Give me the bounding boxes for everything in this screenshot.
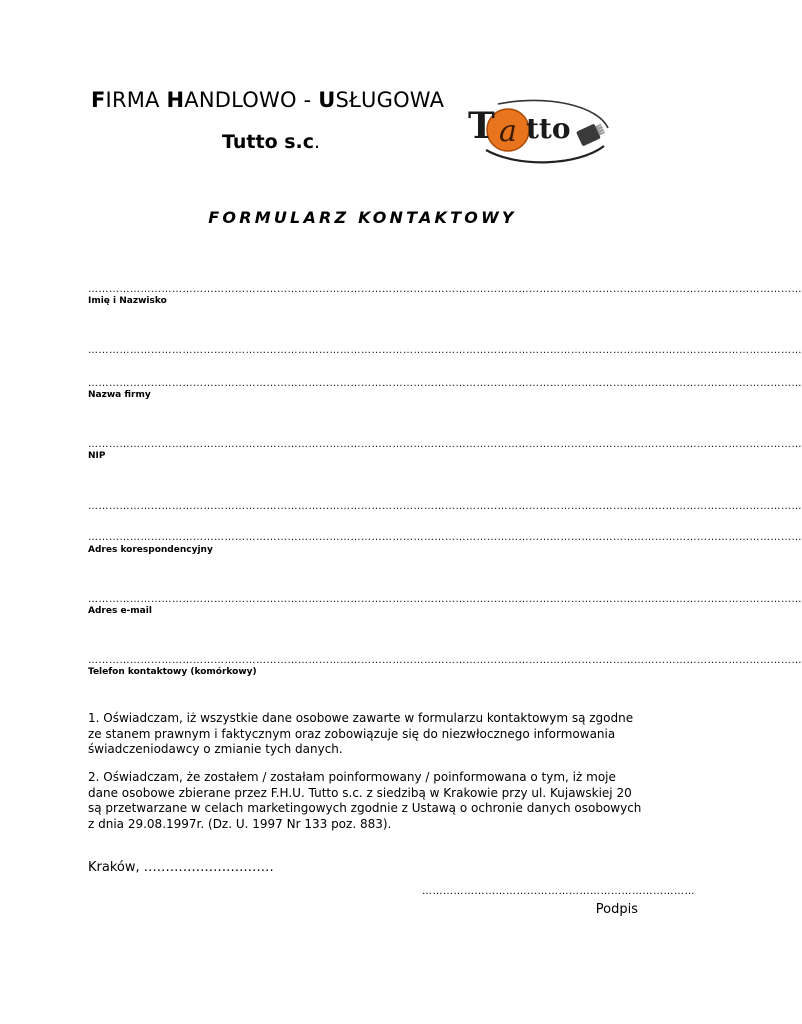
company-name-text: Tutto s.c	[222, 131, 315, 153]
address-input-line[interactable]: ……………………………………………………………………………………………………………………………………………………………………………………	[88, 532, 802, 543]
company-word-slugowa: SŁUGOWA	[335, 88, 445, 112]
address-label: Adres korespondencyjny	[88, 545, 213, 555]
nip-label: NIP	[88, 451, 106, 461]
city-date-line[interactable]: Kraków, …………………………	[88, 860, 274, 875]
email-label: Adres e-mail	[88, 606, 152, 616]
declaration-1: 1. Oświadczam, iż wszystkie dane osobowe zawarte w formularzu kontaktowym są zgodne ze stanem prawnym i faktycznym oraz zobowiązuje się do niezwłocznego informowania świadczeniodawcy o zmianie tych danych.	[88, 711, 634, 756]
declaration-2: 2. Oświadczam, że zostałem / zostałam poinformowany / poinformowana o tym, iż moje dane osobowe zbierane przez F.H.U. Tutto s.c. z siedzibą w Krakowie przy ul. Kujawskiej 20 są przetwarzane w celach marketingowych zgodnie z Ustawą o ochronie danych osobowych z dnia 29.08.1997r. (Dz. U. 1997 Nr 133 poz. 883).	[88, 770, 642, 831]
company-word-andlowo: ANDLOWO -	[184, 88, 319, 112]
email-input-line[interactable]: ……………………………………………………………………………………………………………………………………………………………………………………	[88, 594, 802, 605]
svg-text:a: a	[499, 114, 517, 149]
nip-input-line[interactable]: ……………………………………………………………………………………………………………………………………………………………………………………	[88, 439, 802, 450]
signature-line[interactable]: ……………………………………………………………………	[422, 886, 695, 897]
company-initial-h: H	[166, 88, 185, 112]
tutto-logo	[458, 88, 618, 176]
name-label: Imię i Nazwisko	[88, 296, 167, 306]
form-title: FORMULARZ KONTAKTOWY	[208, 208, 517, 227]
name-extra-line[interactable]: ……………………………………………………………………………………………………………………………………………………………………………………	[88, 345, 802, 356]
address-extra-line[interactable]: ……………………………………………………………………………………………………………………………………………………………………………………	[88, 501, 802, 512]
company-initial-f: F	[91, 88, 106, 112]
name-input-line[interactable]: ……………………………………………………………………………………………………………………………………………………………………………………	[88, 284, 802, 295]
company-initial-u: U	[318, 88, 336, 112]
phone-input-line[interactable]: ……………………………………………………………………………………………………………………………………………………………………………………	[88, 655, 802, 666]
company-input-line[interactable]: ……………………………………………………………………………………………………………………………………………………………………………………	[88, 378, 802, 389]
company-header	[91, 88, 444, 112]
svg-text:T: T	[468, 105, 495, 147]
phone-label: Telefon kontaktowy (komórkowy)	[88, 667, 257, 677]
company-name-dot: .	[314, 131, 321, 153]
company-word-irma: IRMA	[105, 88, 167, 112]
company-name	[222, 131, 320, 153]
signature-label: Podpis	[595, 902, 638, 917]
company-label: Nazwa firmy	[88, 390, 151, 400]
svg-text:tto: tto	[526, 112, 571, 145]
